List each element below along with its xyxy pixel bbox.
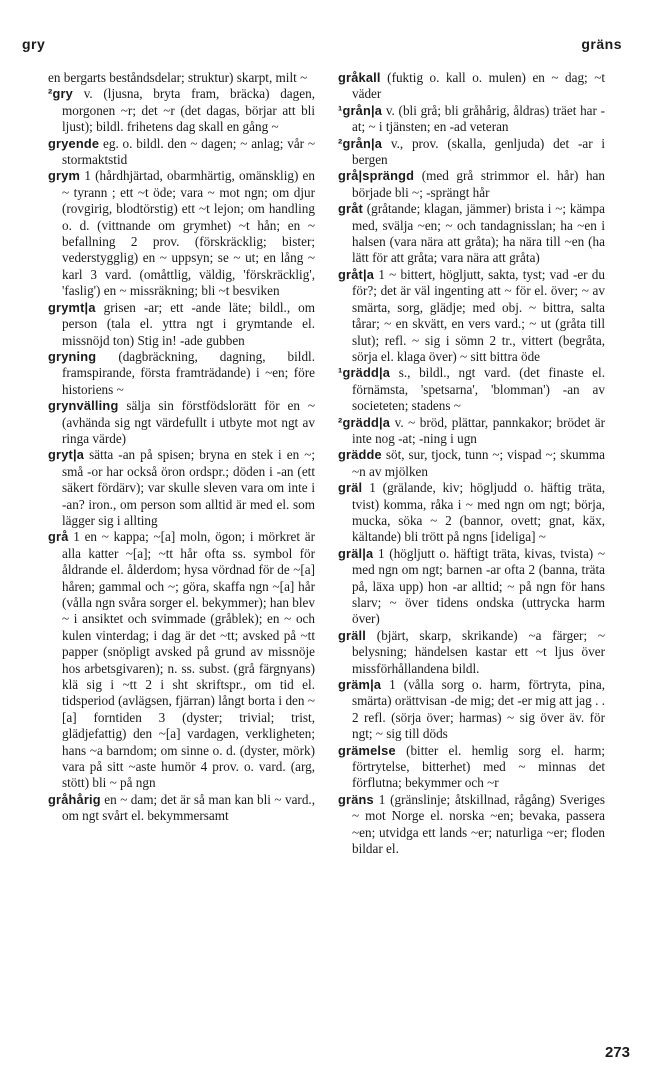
dictionary-entry [48, 299, 316, 349]
entry-headword: gryende [48, 135, 100, 151]
entry-definition: s., bildl., ngt vard. (det finaste el. förnämsta, 'spetsarna', 'blomman') -an av societeten; stadens ~ [352, 365, 605, 414]
dictionary-entry [48, 168, 316, 299]
left-column [48, 70, 315, 825]
entry-definition: (bitter el. hemlig sorg el. harm; förtrytelse, bitterhet) med ~ minnas det förflutna; bekymmer och ~r [352, 742, 605, 791]
entry-definition: söt, sur, tjock, tunn ~; vispad ~; skumma ~n av mjölken [352, 447, 605, 479]
dictionary-entry [48, 529, 316, 792]
entry-headword: grämelse [338, 742, 396, 758]
entry-definition: 1 ~ bittert, högljutt, sakta, tyst; vad -er du för?; det är väl ingenting att ~ för el. över; ~ av smärta, sorg, glädje; med obj. ~ bittra, salta tårar; ~ en skvätt, en vers vard.; ~ ut (gråta till slut); refl. ~ sig i sömn 2 tr., vittert (begråta, sörja el. klaga över) ~ sitt bittra öde [352, 266, 605, 364]
entry-definition: en bergarts beståndsdelar; struktur) skarpt, milt ~ [48, 70, 308, 85]
dictionary-entry [338, 545, 605, 628]
dictionary-entry [48, 86, 316, 135]
entry-headword: gråt|a [338, 266, 375, 282]
entry-headword: gråt [338, 201, 363, 217]
dictionary-entry [48, 791, 316, 825]
dictionary-entry [338, 447, 605, 480]
entry-headword: ²grädd|a [338, 414, 391, 430]
running-head-right: gräns [581, 36, 622, 52]
entry-definition: v. ~ bröd, plättar, pannkakor; brödet är inte nog -at; -ning i ugn [352, 414, 606, 446]
entry-headword: ¹grädd|a [338, 365, 391, 381]
entry-headword: ²grån|a [338, 135, 383, 151]
entry-headword: grymt|a [48, 299, 96, 315]
dictionary-entry [48, 135, 315, 169]
dictionary-entry [338, 742, 605, 792]
entry-headword: gråhårig [48, 791, 101, 807]
entry-definition: (bjärt, skarp, skrikande) ~a färger; ~ belysning; händelsen kastar ett ~t ljus över missförhållandena bildl. [352, 627, 605, 676]
entry-definition: 1 en ~ kappa; ~[a] moln, ögon; i mörkret är alla katter ~[a]; ~tt hår ofta ss. symbol för åldrande el. ålderdom; hysa vördnad för de ~[a] håren; gammal och ~; göra, skaffa ngn ~[a] hår (vålla ngn svåra sorger el. bekymmer); han blev ~ i ansiktet och svimmade (gråblek); en ~ och kulen vinterdag; i dag är det ~tt; avsked på ~tt papper (snöpligt avsked på grund av missnöje hos arbetsgivaren); n. ss. subst. (grå färgnyans) klä sig i ~tt 2 i sht skriftspr., om tid el. tidsperiod (avlägsen, fjärran) långt borta i den ~[a] forntiden 3 (dyster; trivial; trist, glädjefattig) den ~[a] vardagen, verkligheten; hans ~a barndom; om sinne o. d. (dyster, mörk) vara på sitt ~aste humör 4 prov. o. vard. (arg, stött) bli ~ på ngn [62, 529, 316, 791]
entry-definition: 1 (vålla sorg o. harm, förtryta, pina, smärta) orättvisan -de mig; det -er mig att jag . . 2 refl. (sörja över; harmas) ~ sig över äv. för ngt; ~ sig till döds [352, 677, 606, 742]
entry-definition: sätta -an på spisen; bryna en stek i en ~; små -or har också öron ordspr.; döden i -an (ett säkert fördärv); var skulle sleven vara om inte i -an? iron., om person som alltid är med el. som lägger sig i allting [62, 447, 316, 528]
entry-headword: gräm|a [338, 677, 382, 693]
entry-definition: (med grå strimmor el. hår) han började bli ~; -sprängt hår [352, 168, 606, 200]
dictionary-entry [48, 70, 315, 86]
entry-definition: grisen -ar; ett -ande läte; bildl., om person (tala el. yttra ngt i grymtande el. missnöjd ton) Stig in! -ade gubben [62, 299, 316, 348]
dictionary-entry [48, 398, 316, 447]
entry-definition: 1 (gränslinje; åtskillnad, rågång) Sveriges ~ mot Norge el. norska ~en; bevaka, passera ~en; utvidga ett lands ~er; naturliga ~er; floden bildar el. [352, 791, 605, 857]
entry-definition: eg. o. bildl. den ~ dagen; ~ anlag; vår ~ stormaktstid [62, 135, 315, 168]
entry-definition: v. (ljusna, bryta fram, bräcka) dagen, morgonen ~r; det ~r (det dagas, börjar att bli ljust); bildl. frihetens dag skall en gång ~ [62, 86, 316, 135]
entry-headword: gräl [338, 480, 363, 496]
dictionary-entry [338, 791, 605, 858]
entry-headword: gryning [48, 348, 97, 364]
entry-headword: grädde [338, 447, 382, 463]
dictionary-entry [338, 365, 605, 414]
dictionary-entry [338, 480, 606, 546]
entry-definition: sälja sin förstfödslorätt för en ~ (avhända sig ngt värdefullt i utbyte mot ngt av ringa värde) [62, 398, 316, 446]
entry-headword: ¹grån|a [338, 102, 383, 118]
entry-headword: grynvälling [48, 398, 119, 414]
entry-headword: grå [48, 529, 69, 545]
entry-headword: gräns [338, 791, 374, 807]
entry-definition: (gråtande; klagan, jämmer) brista i ~; kämpa med, svälja ~en; ~ och tandagnisslan; ha ~en i halsen (vara nära att gråta); ha nära till ~en (ha lätt för att gråta; vara nära att gråta) [352, 201, 606, 266]
dictionary-entry [338, 266, 605, 365]
entry-definition: 1 (högljutt o. häftigt träta, kivas, tvista) ~ med ngn om ngt; barnen -ar ofta 2 (banna, träta på, läxa upp) hon -ar alltid; ~ på ngn för hans slarv; ~ över tidens ondska (uttrycka harm över) [352, 545, 605, 627]
entry-headword: gråkall [338, 70, 381, 85]
dictionary-entry [338, 677, 606, 743]
entry-definition: v. (bli grå; bli gråhårig, åldras) träet har -at; ~ i tjänsten; en -ad veteran [352, 102, 606, 135]
entry-definition: en ~ dam; det är så man kan bli ~ vard., om ngt svårt el. bekymmersamt [62, 791, 316, 824]
entry-definition: v., prov. (skalla, genljuda) det -ar i bergen [352, 135, 606, 168]
dictionary-entry [338, 627, 605, 677]
dictionary-entry [338, 70, 606, 103]
dictionary-entry [338, 135, 606, 169]
entry-definition: 1 (hårdhjärtad, obarmhärtig, omänsklig) en ~ tyrann ; ett ~t öde; vara ~ mot ngn; om djur (rovgirig, blodtörstig) ett ~t lejon; om handling o. d. (vittnande om grymhet) ~t hån; en ~ befallning 2 prov. (förskräcklig; bister; vederstygglig) en ~ uppsyn; se ~ ut; en lång ~ karl 3 vard. (omåttlig, väldig, 'förskräcklig', 'faslig') en ~ missräkning; bli ~t besviken [62, 168, 316, 299]
dictionary-entry [338, 201, 606, 267]
entry-definition: (fuktig o. kall o. mulen) en ~ dag; ~t väder [352, 70, 606, 102]
entry-definition: 1 (grälande, kiv; högljudd o. häftig träta, tvist) komma, råka i ~ med ngn om ngt; börja, mucka, söka ~ 2 (bannor, ovett; gnat, käx, kältande) bli trött på ngns [ideliga] ~ [352, 480, 606, 545]
entry-definition: (dagbräckning, dagning, bildl. framspirande, första framträdande) i ~en; före historiens ~ [62, 348, 315, 397]
dictionary-entry [338, 414, 606, 448]
running-head-left: gry [22, 36, 46, 52]
dictionary-entry [48, 447, 316, 529]
entry-headword: grå|sprängd [338, 168, 415, 184]
page-number: 273 [604, 1044, 630, 1061]
dictionary-entry [338, 102, 606, 136]
entry-headword: gräll [338, 627, 367, 643]
entry-headword: grym [48, 168, 81, 184]
dictionary-entry [48, 348, 315, 398]
entry-headword: gryt|a [48, 447, 85, 463]
entry-headword: gräl|a [338, 545, 374, 561]
entry-headword: ²gry [48, 86, 73, 102]
right-column [338, 70, 605, 858]
dictionary-entry [338, 168, 606, 201]
